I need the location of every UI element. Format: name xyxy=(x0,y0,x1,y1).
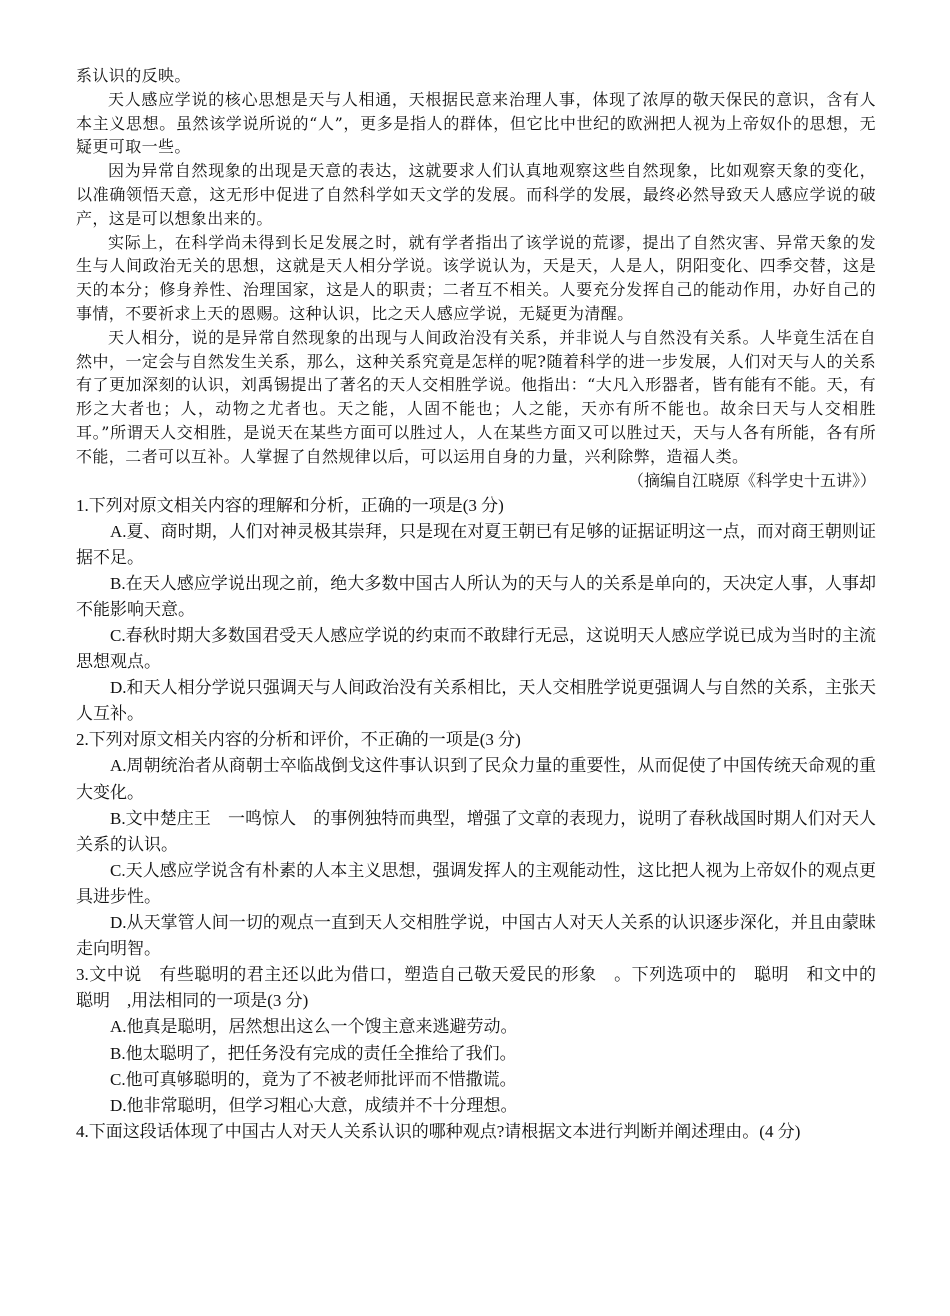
question-1-stem: 1.下列对原文相关内容的理解和分析，正确的一项是(3 分) xyxy=(76,495,504,515)
passage-paragraph: 天人感应学说的核心思想是天与人相通，天根据民意来治理人事，体现了浓厚的敬天保民的意识，含有人本主义思想。虽然该学说所说的“人”，更多是指人的群体，但它比中世纪的欧洲把人视为上帝奴仆的思想，无疑更可取一些。 xyxy=(76,89,876,157)
exam-page xyxy=(76,64,893,1145)
question-3-stem: 3.文中说 有些聪明的君主还以此为借口，塑造自己敬天爱民的形象 。下列选项中的 聪明 和文中的 聪明 ,用法相同的一项是(3 分) xyxy=(76,965,893,1011)
question-1-option-d: D.和天人相分学说只强调天与人间政治没有关系相比，天人交相胜学说更强调人与自然的关系，主张天人互补。 xyxy=(76,678,876,724)
question-list xyxy=(76,493,893,1145)
question-2-option-a: A.周朝统治者从商朝士卒临战倒戈这件事认识到了民众力量的重要性，从而促使了中国传统天命观的重大变化。 xyxy=(76,756,876,802)
question-1-option-c: C.春秋时期大多数国君受天人感应学说的约束而不敢肆行无忌，这说明天人感应学说已成为当时的主流思想观点。 xyxy=(76,626,876,672)
question-3-option-c: C.他可真够聪明的，竟为了不被老师批评而不惜撒谎。 xyxy=(110,1069,517,1089)
question-3-option-a: A.他真是聪明，居然想出这么一个馊主意来逃避劳动。 xyxy=(110,1017,518,1037)
passage-paragraph: 天人相分，说的是异常自然现象的出现与人间政治没有关系，并非说人与自然没有关系。人毕竟生活在自然中，一定会与自然发生关系，那么，这种关系究竟是怎样的呢?随着科学的进一步发展，人们对天与人的关系有了更加深刻的认识，刘禹锡提出了著名的天人交相胜学说。他指出：“大凡入形器者，皆有能有不能。天，有形之大者也；人，动物之尤者也。天之能，人固不能也；人之能，天亦有所不能也。故余曰天与人交相胜耳。”所谓天人交相胜，是说天在某些方面可以胜过人，人在某些方面又可以胜过天，天与人各有所能，各有所不能，二者可以互补。人掌握了自然规律以后，可以运用自身的力量，兴利除弊，造福人类。 xyxy=(76,327,876,466)
reading-passage xyxy=(76,64,876,469)
passage-paragraph: 系认识的反映。 xyxy=(76,66,191,85)
passage-source: （摘编自江晓原《科学史十五讲》） xyxy=(627,470,876,490)
question-2-option-d: D.从天掌管人间一切的观点一直到天人交相胜学说，中国古人对天人关系的认识逐步深化，并且由蒙昧走向明智。 xyxy=(76,913,876,959)
question-2-option-c: C.天人感应学说含有朴素的人本主义思想，强调发挥人的主观能动性，这比把人视为上帝奴仆的观点更具进步性。 xyxy=(76,860,876,906)
question-4-stem: 4.下面这段话体现了中国古人对天人关系认识的哪种观点?请根据文本进行判断并阐述理由。(4 分) xyxy=(76,1121,801,1141)
passage-paragraph: 因为异常自然现象的出现是天意的表达，这就要求人们认真地观察这些自然现象，比如观察天象的变化，以准确领悟天意，这无形中促进了自然科学如天文学的发展。而科学的发展，最终必然导致天人感应学说的破产，这是可以想象出来的。 xyxy=(76,161,876,228)
question-2-option-b: B.文中楚庄王 一鸣惊人 的事例独特而典型，增强了文章的表现力，说明了春秋战国时期人们对天人关系的认识。 xyxy=(76,808,876,854)
question-1-option-a: A.夏、商时期，人们对神灵极其崇拜，只是现在对夏王朝已有足够的证据证明这一点，而对商王朝则证据不足。 xyxy=(76,521,876,567)
question-1-option-b: B.在天人感应学说出现之前，绝大多数中国古人所认为的天与人的关系是单向的，天决定人事，人事却不能影响天意。 xyxy=(76,573,876,619)
question-3-option-d: D.他非常聪明，但学习粗心大意，成绩并不十分理想。 xyxy=(110,1095,518,1115)
passage-paragraph: 实际上，在科学尚未得到长足发展之时，就有学者指出了该学说的荒谬，提出了自然灾害、异常天象的发生与人间政治无关的思想，这就是天人相分学说。该学说认为，天是天，人是人，阴阳变化、四季交替，这是天的本分；修身养性、治理国家，这是人的职责；二者互不相关。人要充分发挥自己的能动作用，办好自己的事情，不要祈求上天的恩赐。这种认识，比之天人感应学说，无疑更为清醒。 xyxy=(76,232,876,323)
question-2-stem: 2.下列对原文相关内容的分析和评价，不正确的一项是(3 分) xyxy=(76,730,521,750)
question-3-option-b: B.他太聪明了，把任务没有完成的责任全推给了我们。 xyxy=(110,1043,517,1063)
